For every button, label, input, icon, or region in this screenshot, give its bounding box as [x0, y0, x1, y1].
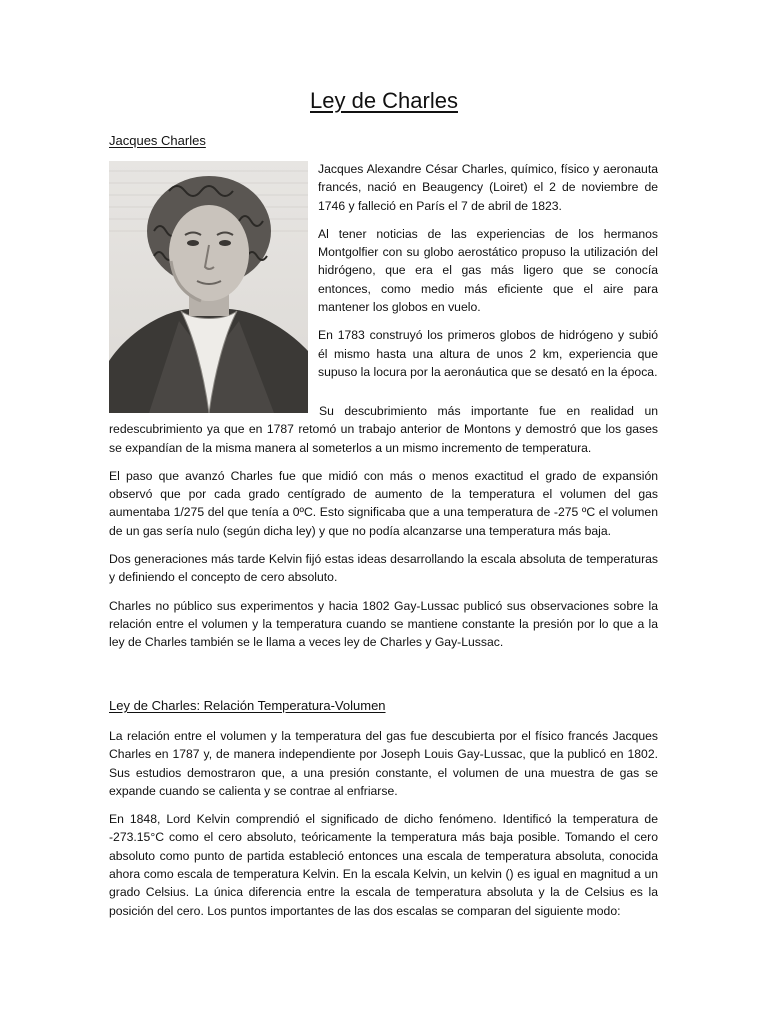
bio-side-text — [318, 160, 658, 391]
bio-body-text — [109, 402, 658, 662]
portrait-image — [109, 161, 308, 413]
body-paragraph: La relación entre el volumen y la temperatura del gas fue descubierta por el físico francés Jacques Charles en 1787 y, de manera independiente por Joseph Louis Gay-Lussac, que la publicó en 1802. Sus estudios demostraron que, a una presión constante, el volumen de una muestra de gas se expande cuando se calienta y se contrae al enfriarse. — [109, 729, 658, 798]
section-heading-relacion: Ley de Charles: Relación Temperatura-Volumen — [109, 698, 386, 713]
body-paragraph: Su descubrimiento más importante fue en realidad un redescubrimiento ya que en 1787 retomó un trabajo anterior de Montons y demostró que los gases se expandían de la misma manera al someterlos a un mismo incremento de temperatura. — [109, 404, 658, 455]
body-paragraph: Dos generaciones más tarde Kelvin fijó estas ideas desarrollando la escala absoluta de temperaturas y definiendo el concepto de cero absoluto. — [109, 552, 658, 585]
bio-paragraph: En 1783 construyó los primeros globos de hidrógeno y subió él mismo hasta una altura de unos 2 km, experiencia que supuso la locura por la aeronáutica que se desató en la época. — [318, 328, 658, 379]
portrait-illustration — [109, 161, 308, 413]
page-title: Ley de Charles — [310, 88, 458, 113]
section-heading-jacques-charles: Jacques Charles — [109, 133, 206, 148]
body-paragraph: Charles no público sus experimentos y hacia 1802 Gay-Lussac publicó sus observaciones sobre la relación entre el volumen y la temperatura cuando se mantiene constante la presión por lo que a la ley de Charles también se le llama a veces ley de Charles y Gay-Lussac. — [109, 598, 658, 650]
bio-paragraph: Jacques Alexandre César Charles, químico, físico y aeronauta francés, nació en Beaugency (Loiret) el 2 de noviembre de 1746 y falleció en París el 7 de abril de 1823. — [318, 162, 658, 213]
body-paragraph: El paso que avanzó Charles fue que midió con más o menos exactitud el grado de expansión observó que por cada grado centígrado de aumento de la temperatura el volumen del gas aumentaba 1/275 del que tenía a 0ºC. Esto significaba que a una temperatura de -275 ºC el volumen de un gas sería nulo (según dicha ley) y que no podía alcanzarse una temperatura más baja. — [109, 468, 658, 538]
body-paragraph: En 1848, Lord Kelvin comprendió el significado de dicho fenómeno. Identificó la temperatura de -273.15°C como el cero absoluto, teóricamente la temperatura más baja posible. Tomando el cero absoluto como punto de partida estableció entonces una escala de temperatura absoluta, conocida ahora como escala de temperatura Kelvin. En la escala Kelvin, un kelvin () es igual en magnitud a un grado Celsius. La única diferencia entre la escala de temperatura absoluta y la de Celsius es la posición del cero. Los puntos importantes de las dos escalas se comparan del siguiente modo: — [109, 812, 658, 918]
bio-paragraph: Al tener noticias de las experiencias de los hermanos Montgolfier con su globo aerostático propuso la utilización del hidrógeno, que era el gas más ligero que se conocía entonces, como medio más eficiente que el aire para mantener los globos en vuelo. — [318, 226, 658, 315]
law-body-text — [109, 727, 658, 930]
